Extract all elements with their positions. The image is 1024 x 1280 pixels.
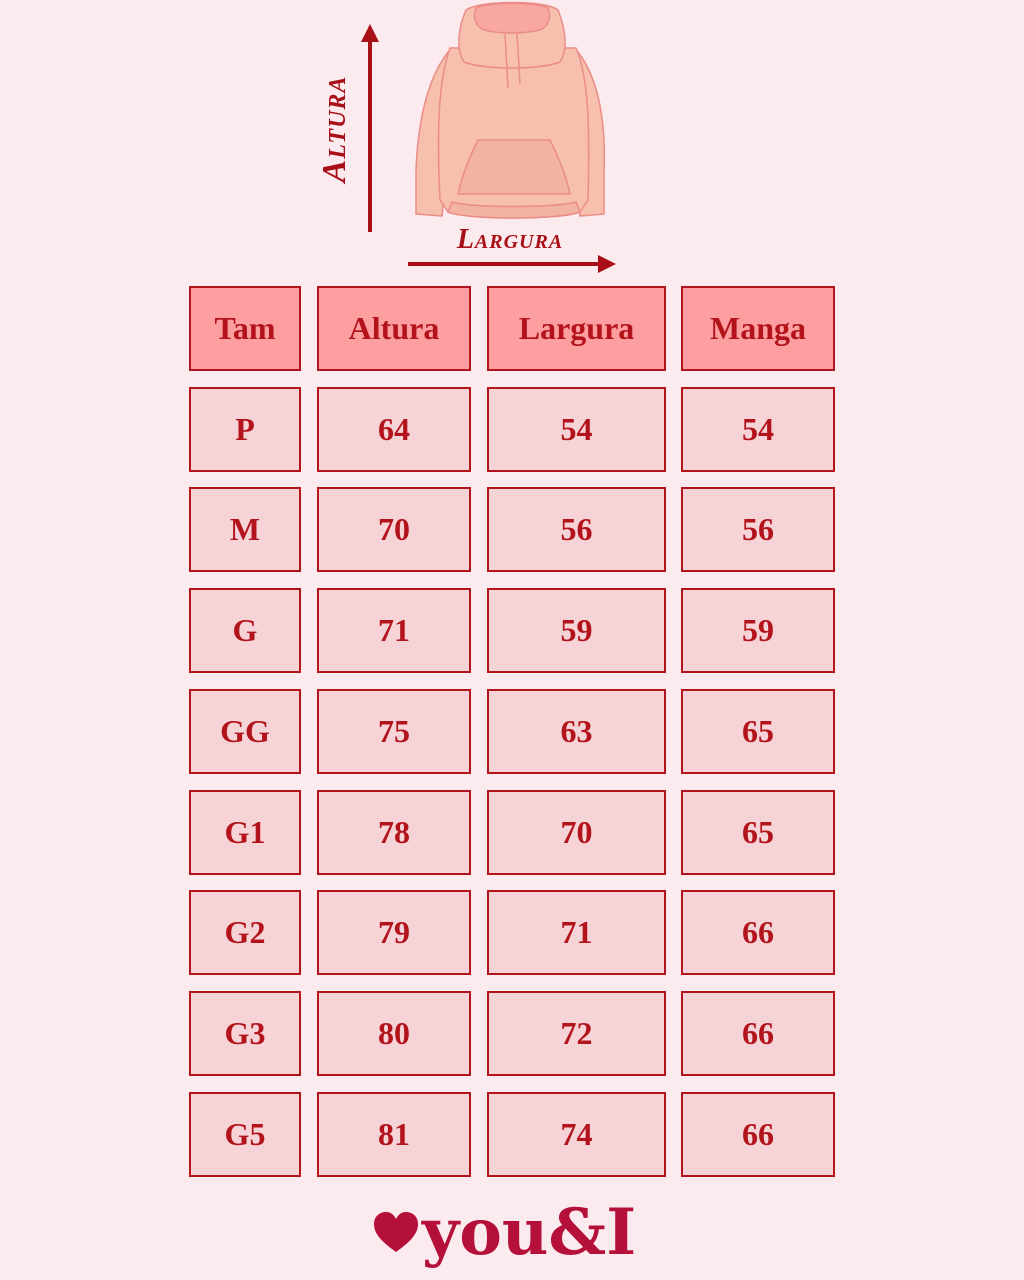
table-cell-height: 79 — [317, 890, 471, 975]
table-cell-width: 63 — [487, 689, 666, 774]
hoodie-icon — [416, 3, 604, 219]
table-cell-sleeve: 59 — [681, 588, 835, 673]
header-cell-size: Tam — [189, 286, 301, 371]
table-cell-sleeve: 54 — [681, 387, 835, 472]
table-cell-size: G1 — [189, 790, 301, 875]
table-cell-sleeve: 66 — [681, 890, 835, 975]
header-cell-width: Largura — [487, 286, 666, 371]
table-cell-width: 54 — [487, 387, 666, 472]
table-cell-height: 75 — [317, 689, 471, 774]
brand-logo — [372, 1196, 662, 1276]
table-cell-sleeve: 56 — [681, 487, 835, 572]
table-cell-width: 74 — [487, 1092, 666, 1177]
table-cell-size: G5 — [189, 1092, 301, 1177]
table-cell-sleeve: 65 — [681, 689, 835, 774]
table-cell-height: 81 — [317, 1092, 471, 1177]
table-cell-sleeve: 65 — [681, 790, 835, 875]
table-cell-size: M — [189, 487, 301, 572]
table-cell-width: 71 — [487, 890, 666, 975]
table-cell-width: 70 — [487, 790, 666, 875]
table-cell-width: 59 — [487, 588, 666, 673]
table-cell-size: P — [189, 387, 301, 472]
table-cell-width: 56 — [487, 487, 666, 572]
table-cell-size: G3 — [189, 991, 301, 1076]
height-arrow-icon — [361, 24, 379, 232]
header-cell-height: Altura — [317, 286, 471, 371]
table-cell-size: G2 — [189, 890, 301, 975]
table-cell-width: 72 — [487, 991, 666, 1076]
width-label: Largura — [456, 224, 564, 255]
table-cell-size: GG — [189, 689, 301, 774]
height-label: Altura — [316, 75, 353, 183]
table-cell-sleeve: 66 — [681, 1092, 835, 1177]
table-cell-sleeve: 66 — [681, 991, 835, 1076]
table-cell-size: G — [189, 588, 301, 673]
measurement-diagram — [0, 0, 1024, 280]
logo-text: you&I — [422, 1196, 637, 1270]
table-cell-height: 70 — [317, 487, 471, 572]
table-cell-height: 71 — [317, 588, 471, 673]
width-arrow-icon — [408, 255, 616, 273]
logo-graphic — [372, 1196, 662, 1276]
table-cell-height: 64 — [317, 387, 471, 472]
header-cell-sleeve: Manga — [681, 286, 835, 371]
table-cell-height: 80 — [317, 991, 471, 1076]
heart-icon — [374, 1212, 418, 1252]
table-cell-height: 78 — [317, 790, 471, 875]
